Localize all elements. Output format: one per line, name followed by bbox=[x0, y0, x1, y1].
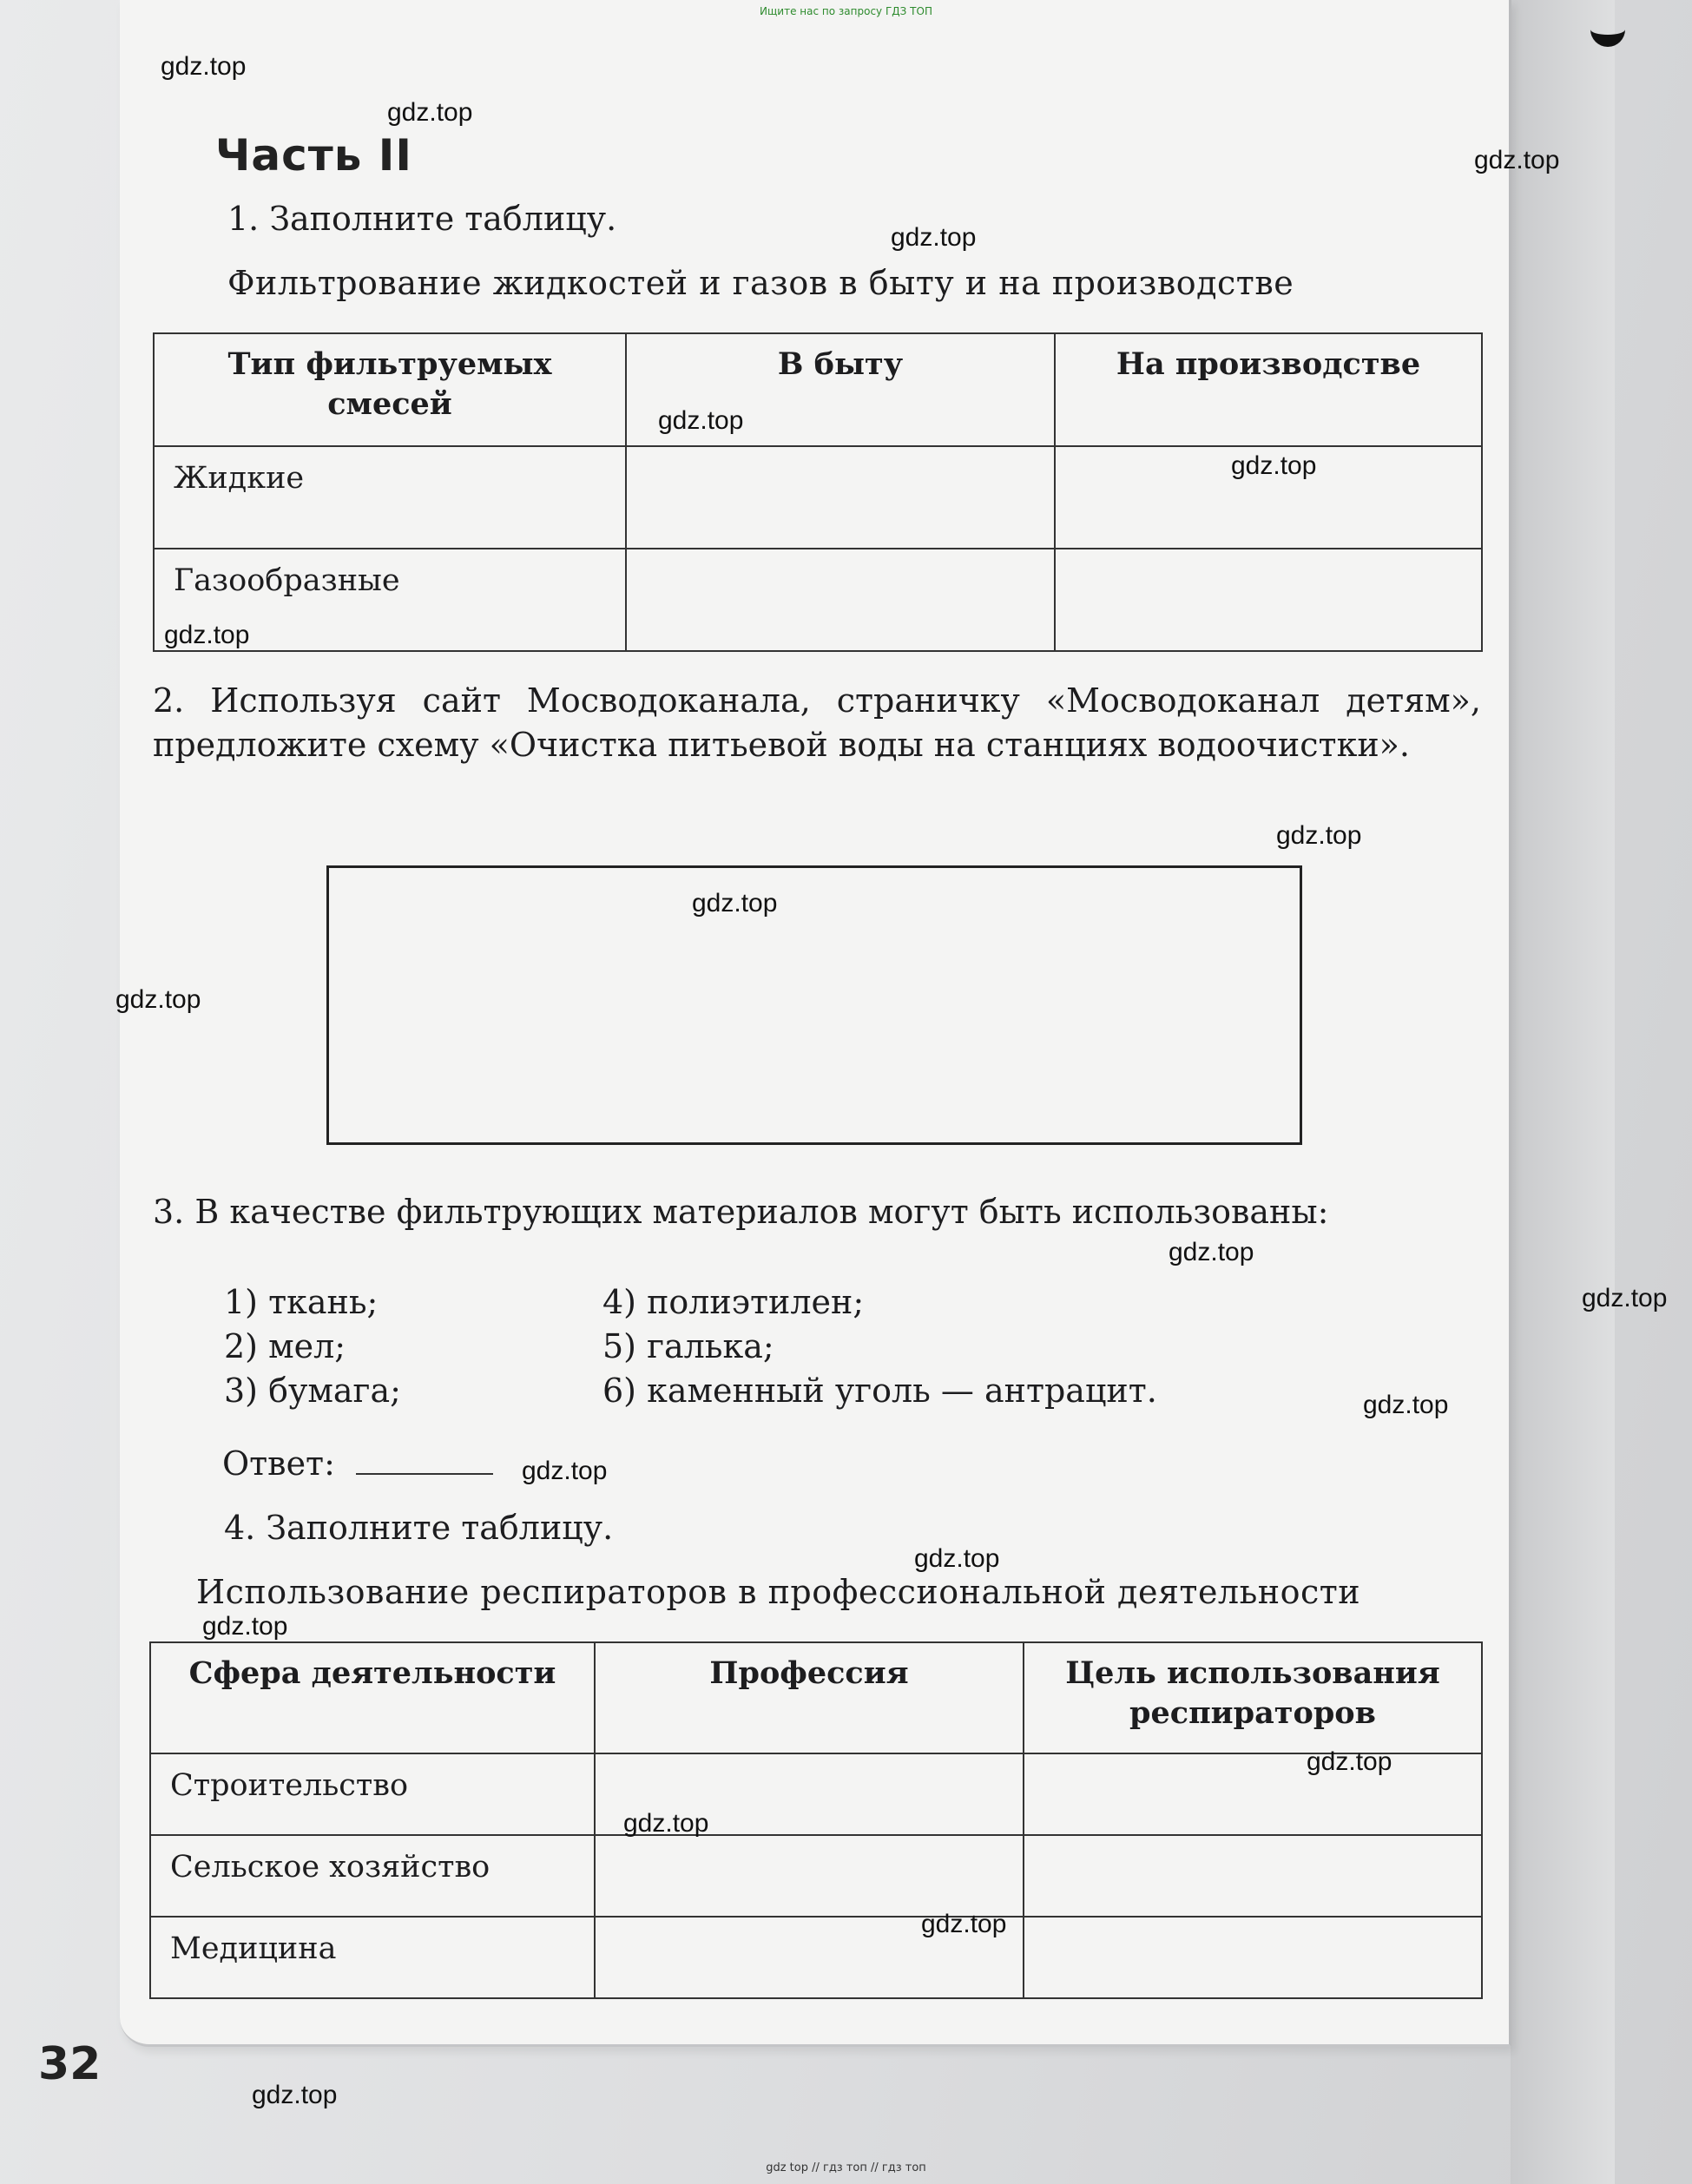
watermark: gdz.top bbox=[1363, 1391, 1449, 1419]
option-item: 1) ткань; bbox=[224, 1283, 379, 1321]
watermark: gdz.top bbox=[1276, 821, 1362, 850]
task4-instruction: 4. Заполните таблицу. bbox=[224, 1509, 614, 1547]
header-household: В быту bbox=[626, 333, 1055, 446]
watermark: gdz.top bbox=[1169, 1238, 1254, 1266]
answer-cell[interactable] bbox=[1055, 549, 1482, 651]
task1-instruction: 1. Заполните таблицу. bbox=[227, 200, 617, 238]
watermark: gdz.top bbox=[1474, 146, 1560, 174]
filtration-table bbox=[153, 332, 1483, 652]
page-number: 32 bbox=[38, 2038, 102, 2090]
watermark: gdz.top bbox=[522, 1457, 608, 1485]
row-label-liquid: Жидкие bbox=[154, 446, 626, 549]
watermark: gdz.top bbox=[623, 1809, 709, 1838]
watermark: gdz.top bbox=[252, 2081, 338, 2109]
watermark: gdz.top bbox=[1582, 1284, 1668, 1312]
watermark: gdz.top bbox=[202, 1612, 288, 1641]
header-sphere: Сфера деятельности bbox=[150, 1642, 595, 1753]
table-header-row bbox=[154, 333, 1482, 446]
table-row bbox=[150, 1753, 1482, 1835]
watermark: gdz.top bbox=[658, 406, 744, 435]
task2-text: 2. Используя сайт Мосводоканала, страничку «Мосводоканал детям», предложите схему «Очистка питьевой воды на станциях водоочистки». bbox=[153, 681, 1481, 764]
option-item: 6) каменный уголь — антрацит. bbox=[602, 1372, 1157, 1410]
answer-cell[interactable] bbox=[1024, 1835, 1482, 1917]
adjacent-page-edge bbox=[1511, 0, 1615, 2184]
scheme-drawing-area[interactable] bbox=[326, 865, 1302, 1145]
option-item: 3) бумага; bbox=[224, 1372, 401, 1410]
watermark: gdz.top bbox=[164, 621, 250, 649]
table-row bbox=[150, 1917, 1482, 1998]
header-purpose: Цель использования респираторов bbox=[1024, 1642, 1482, 1753]
header-mixture-type: Тип фильтруемых смесей bbox=[154, 333, 626, 446]
option-item: 4) полиэтилен; bbox=[602, 1283, 865, 1321]
answer-row bbox=[222, 1441, 493, 1486]
watermark: gdz.top bbox=[692, 889, 778, 918]
answer-cell[interactable] bbox=[1024, 1753, 1482, 1835]
watermark: gdz.top bbox=[914, 1544, 1000, 1573]
header-note: Ищите нас по запросу ГДЗ ТОП bbox=[760, 5, 932, 17]
watermark: gdz.top bbox=[387, 98, 473, 127]
answer-cell[interactable] bbox=[626, 446, 1055, 549]
part-title: Часть II bbox=[215, 130, 412, 181]
watermark: gdz.top bbox=[161, 52, 247, 81]
task4-table-title: Использование респираторов в профессиональной деятельности bbox=[196, 1573, 1361, 1611]
option-item: 2) мел; bbox=[224, 1327, 346, 1365]
answer-cell[interactable] bbox=[595, 1835, 1024, 1917]
watermark: gdz.top bbox=[1307, 1747, 1392, 1776]
answer-cell[interactable] bbox=[626, 549, 1055, 651]
row-label-medicine: Медицина bbox=[150, 1917, 595, 1998]
header-industry: На производстве bbox=[1055, 333, 1482, 446]
option-item: 5) галька; bbox=[602, 1327, 774, 1365]
table-header-row bbox=[150, 1642, 1482, 1753]
row-label-agriculture: Сельское хозяйство bbox=[150, 1835, 595, 1917]
table-row bbox=[150, 1835, 1482, 1917]
footer-note: gdz top // гдз топ // гдз топ bbox=[766, 2161, 926, 2174]
answer-label: Ответ: bbox=[222, 1444, 335, 1483]
answer-blank-line[interactable] bbox=[356, 1447, 493, 1475]
task1-table-title: Фильтрование жидкостей и газов в быту и на производстве bbox=[227, 264, 1294, 302]
table-row bbox=[154, 549, 1482, 651]
task3-text: 3. В качестве фильтрующих материалов могут быть использованы: bbox=[153, 1193, 1329, 1231]
watermark: gdz.top bbox=[115, 985, 201, 1014]
watermark: gdz.top bbox=[1231, 451, 1317, 480]
respirator-table bbox=[149, 1641, 1483, 1999]
row-label-gas: Газообразные bbox=[154, 549, 626, 651]
answer-cell[interactable] bbox=[1024, 1917, 1482, 1998]
header-profession: Профессия bbox=[595, 1642, 1024, 1753]
row-label-construction: Строительство bbox=[150, 1753, 595, 1835]
watermark: gdz.top bbox=[921, 1910, 1007, 1938]
watermark: gdz.top bbox=[891, 223, 977, 252]
